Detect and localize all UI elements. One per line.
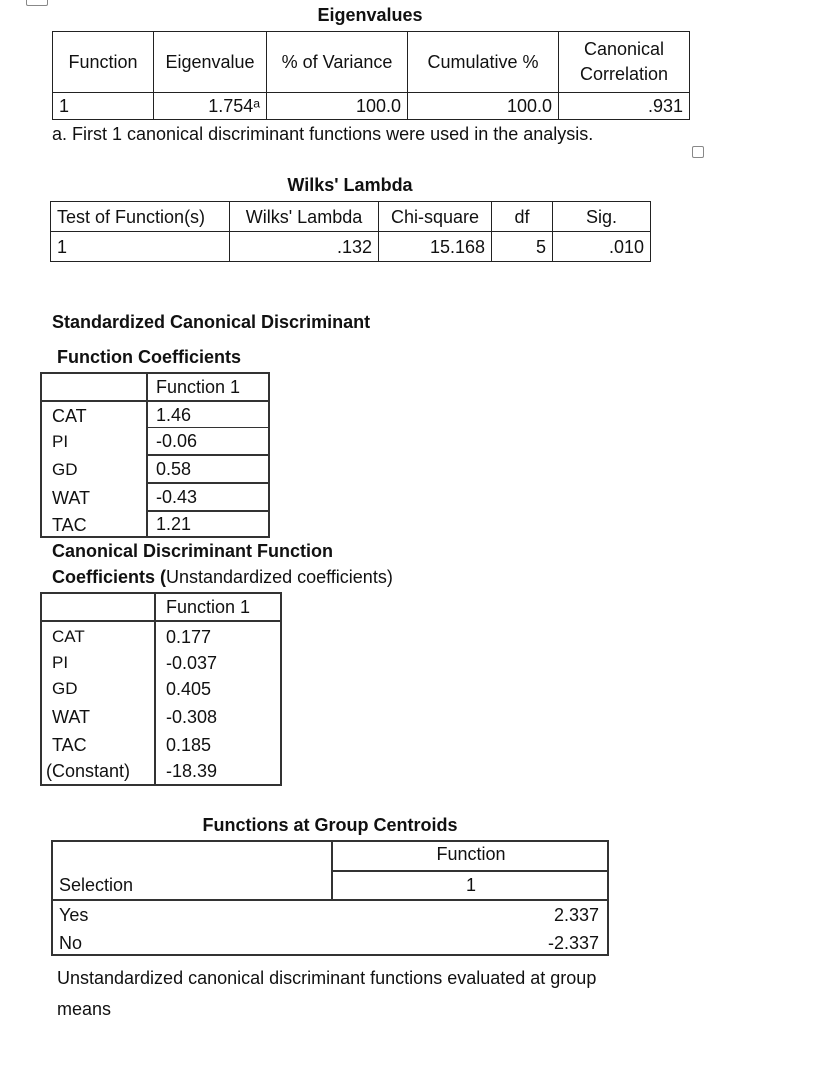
centroids-title: Functions at Group Centroids xyxy=(202,815,458,835)
wilks-header-lambda: Wilks' Lambda xyxy=(230,202,379,232)
eig-row-canonical: .931 xyxy=(559,93,690,120)
unstd-value-constant: -18.39 xyxy=(166,761,218,781)
standardized-heading-line1: Standardized Canonical Discriminant xyxy=(52,312,371,332)
unstd-label-tac: TAC xyxy=(52,735,87,755)
centroids-table xyxy=(51,840,609,956)
unstd-heading-normal: Unstandardized coefficients) xyxy=(166,567,393,587)
unstandardized-heading-line2 xyxy=(52,567,393,588)
unstandardized-body xyxy=(42,620,280,784)
std-label-gd: GD xyxy=(52,460,78,479)
eigenvalues-table xyxy=(52,31,690,120)
eig-row-function: 1 xyxy=(53,93,154,120)
wilks-row-lambda: .132 xyxy=(230,232,379,262)
wilks-header-df: df xyxy=(492,202,553,232)
centroids-row-divider-1 xyxy=(331,870,609,872)
unstd-value-wat: -0.308 xyxy=(166,707,218,727)
unstd-heading-bold: Coefficients ( xyxy=(52,567,167,587)
centroids-value-yes: 2.337 xyxy=(553,905,599,925)
unstd-column-divider xyxy=(154,622,156,786)
unstd-label-pi: PI xyxy=(52,653,69,672)
std-label-wat: WAT xyxy=(52,488,90,508)
standardized-label-column xyxy=(42,400,148,538)
centroids-function-number: 1 xyxy=(465,875,476,895)
eigenvalues-title: Eigenvalues xyxy=(317,5,423,25)
wilks-row-chisquare: 15.168 xyxy=(379,232,492,262)
unstd-value-tac: 0.185 xyxy=(166,735,212,755)
std-value-tac: 1.21 xyxy=(156,514,192,534)
eig-row-cumulative: 100.0 xyxy=(408,93,559,120)
unstd-value-cat: 0.177 xyxy=(166,627,212,647)
unstandardized-heading-line1: Canonical Discriminant Function xyxy=(52,541,334,561)
std-value-wat: -0.43 xyxy=(148,484,270,512)
standardized-col-header: Function 1 xyxy=(146,374,270,402)
std-value-gd: 0.58 xyxy=(148,456,270,484)
standardized-heading-line2: Function Coefficients xyxy=(57,347,241,367)
eig-header-canonical: Canonical Correlation xyxy=(559,32,690,93)
wilks-header-chisquare: Chi-square xyxy=(379,202,492,232)
std-label-tac: TAC xyxy=(52,515,87,535)
std-value-cat: 1.46 xyxy=(148,400,270,428)
eig-row-variance: 100.0 xyxy=(267,93,408,120)
unstd-label-constant: (Constant) xyxy=(46,761,131,781)
eigenvalues-footnote: a. First 1 canonical discriminant functions were used in the analysis. xyxy=(52,124,594,144)
unstandardized-table xyxy=(40,592,282,786)
unstd-value-pi: -0.037 xyxy=(166,653,218,673)
eig-header-variance: % of Variance xyxy=(267,32,408,93)
wilks-row-test: 1 xyxy=(51,232,230,262)
unstd-label-cat: CAT xyxy=(52,627,85,646)
unstd-value-gd: 0.405 xyxy=(166,679,212,699)
eig-header-cumulative: Cumulative % xyxy=(408,32,559,93)
wilks-header-sig: Sig. xyxy=(553,202,651,232)
unstandardized-col-header: Function 1 xyxy=(154,594,282,622)
corner-checkbox-icon xyxy=(26,0,48,6)
centroids-value-no: -2.337 xyxy=(547,933,599,953)
std-label-pi: PI xyxy=(52,432,69,451)
wilks-header-test: Test of Function(s) xyxy=(51,202,230,232)
wilks-title: Wilks' Lambda xyxy=(287,175,413,195)
wilks-row-df: 5 xyxy=(492,232,553,262)
centroids-label-yes: Yes xyxy=(59,905,89,925)
centroids-function-header: Function xyxy=(436,844,506,864)
wilks-row-sig: .010 xyxy=(553,232,651,262)
standardized-table xyxy=(40,372,270,538)
wilks-table xyxy=(50,201,651,262)
eig-row-eigenvalue: 1.754ᵃ xyxy=(154,93,267,120)
unstd-label-wat: WAT xyxy=(52,707,90,727)
centroids-note: Unstandardized canonical discriminant functions evaluated at group means xyxy=(57,968,597,1019)
std-label-cat: CAT xyxy=(52,406,87,426)
eig-header-function: Function xyxy=(53,32,154,93)
side-checkbox-icon xyxy=(692,146,704,158)
std-value-pi: -0.06 xyxy=(148,428,270,456)
standardized-value-column xyxy=(146,400,270,538)
unstd-label-gd: GD xyxy=(52,679,78,698)
centroids-selection-label: Selection xyxy=(59,875,134,895)
centroids-label-no: No xyxy=(59,933,83,953)
eig-header-eigenvalue: Eigenvalue xyxy=(154,32,267,93)
